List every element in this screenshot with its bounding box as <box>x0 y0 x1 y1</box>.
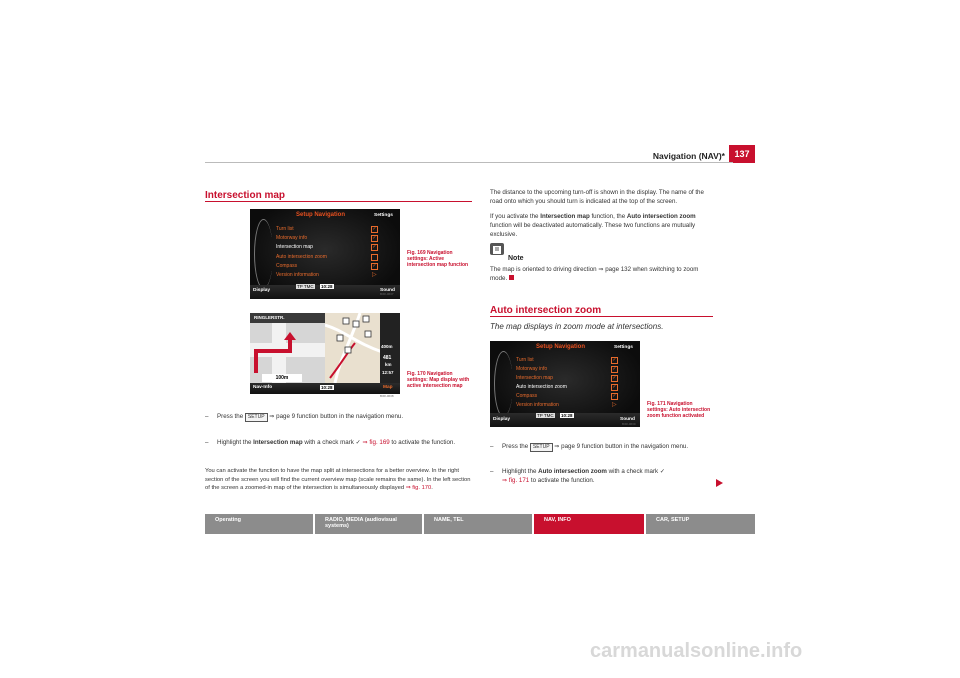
figure-170-caption: Fig. 170 Navigation settings: Map display with active intersection map <box>407 371 470 389</box>
checkbox-icon: ✓ <box>372 263 377 269</box>
checkbox-icon: ✓ <box>612 366 617 372</box>
figure-171-caption: Fig. 171 Navigation settings: Auto intersection zoom function activated <box>647 401 711 419</box>
footer-tab-operating[interactable]: Operating <box>205 514 313 534</box>
screen-title: Setup Navigation <box>296 212 346 218</box>
menu-item: Turn list <box>516 357 534 363</box>
figure-169-caption: Fig. 169 Navigation settings: Active intersection map function <box>407 250 469 268</box>
body-paragraph: You can activate the function to have the map split at intersections for a better overview. In the right section of the screen you will find the current overview map (scale remains the same). In the left section of the screen a zoomed-in map of the intersection is simultaneously displayed ⇒ fig. 170. <box>205 468 471 491</box>
footer-tab-nav-info[interactable]: NAV, INFO <box>534 514 644 534</box>
step-highlight-intersection-map: – Highlight the Intersection map with a check mark ✓ ⇒ fig. 169 to activate the function. <box>205 439 456 446</box>
heading-rule <box>205 201 472 202</box>
screen-nav-info-label: Nav-Info <box>253 385 273 390</box>
screen-sound-label: Sound <box>380 288 395 293</box>
checkbox-icon: ✓ <box>612 375 617 381</box>
checkbox-icon <box>371 254 378 261</box>
distance-paragraph: The distance to the upcoming turn-off is shown in the display. The name of the road onto which you should turn is indicated at the top of the screen. <box>490 189 704 205</box>
header-rule <box>205 162 733 163</box>
menu-item: Compass <box>516 393 538 399</box>
figure-code: B3R-0639 <box>622 422 636 426</box>
page-number: 137 <box>729 145 755 163</box>
figure-171-screen <box>490 341 640 427</box>
heading-rule <box>490 316 713 317</box>
scroll-arc <box>494 351 513 417</box>
checkbox-icon: ✓ <box>612 357 617 363</box>
screen-sound-label: Sound <box>620 417 635 422</box>
menu-item: Version information <box>516 402 559 408</box>
continue-arrow-icon <box>714 478 724 488</box>
figure-code: B3R-0637 <box>380 292 394 296</box>
scale-indicator: 100m <box>262 374 302 382</box>
screen-display-label: Display <box>493 417 511 422</box>
figure-code: B3R-0638 <box>380 394 394 398</box>
clock: 10:28 <box>321 385 333 390</box>
screen-settings-label: Settings <box>374 213 393 218</box>
checkbox-icon: ✓ <box>612 384 617 390</box>
footer-tab-car-setup[interactable]: CAR, SETUP <box>646 514 755 534</box>
tmc-status: TP TMC <box>297 284 314 289</box>
clock: 10:28 <box>561 413 573 418</box>
tmc-status: TP TMC <box>537 413 554 418</box>
checkbox-icon: ✓ <box>372 235 377 241</box>
menu-item: Motorway info <box>516 366 548 372</box>
running-header-title: Navigation (NAV)* <box>652 151 725 161</box>
checkbox-icon: ✓ <box>372 226 377 232</box>
menu-item-selected: Intersection map <box>276 244 313 250</box>
note-icon <box>490 243 504 255</box>
footer-tab-radio-media[interactable]: RADIO, MEDIA (audiovisual systems) <box>315 514 422 534</box>
section-heading-intersection-map: Intersection map <box>205 190 286 201</box>
exclusive-paragraph: If you activate the Intersection map function, the Auto intersection zoom function will be deactivated automatically. These two functions are mutually exclusive. <box>490 213 696 238</box>
step-highlight-auto-intersection-zoom: – Highlight the Auto intersection zoom with a check mark ✓ ⇒ fig. 171 to activate the function. <box>490 468 666 484</box>
fig-171-link[interactable]: ⇒ fig. 171 <box>502 477 530 484</box>
clock: 10:28 <box>321 284 333 289</box>
end-marker-icon <box>509 275 514 280</box>
section-heading-auto-intersection-zoom: Auto intersection zoom <box>490 305 602 316</box>
arrow-right-icon: ▷ <box>612 402 617 408</box>
screen-title: Setup Navigation <box>536 344 586 350</box>
screen-settings-label: Settings <box>614 345 633 350</box>
step-press-setup: – Press the SETUP ⇒ page 9 function button in the navigation menu. <box>490 443 689 450</box>
menu-item: Intersection map <box>516 375 553 381</box>
note-text: The map is oriented to driving direction ⇒ page 132 when switching to zoom mode. <box>490 266 699 282</box>
figure-169-screen <box>250 209 400 299</box>
arrival-time: 12:57 <box>382 370 394 375</box>
checkbox-icon: ✓ <box>612 393 617 399</box>
footer-tab-name-tel[interactable]: NAME, TEL <box>424 514 532 534</box>
distance-value: 481 <box>383 355 392 361</box>
street-name: RINGLERSTR. <box>254 315 285 320</box>
screen-map-label: Map <box>383 385 393 390</box>
menu-item: Turn list <box>276 226 294 232</box>
setup-key: SETUP <box>530 443 553 452</box>
turn-arrow-icon <box>250 313 325 383</box>
fig-170-link[interactable]: ⇒ fig. 170 <box>405 485 432 491</box>
checkbox-icon: ✓ <box>372 244 377 250</box>
scroll-arc <box>254 219 273 289</box>
step-press-setup: – Press the SETUP ⇒ page 9 function button in the navigation menu. <box>205 413 404 420</box>
fig-169-link[interactable]: ⇒ fig. 169 <box>362 439 390 446</box>
menu-item: Auto intersection zoom <box>276 254 327 260</box>
distance-unit: km <box>385 362 392 367</box>
note-title: Note <box>508 255 524 262</box>
section-subtitle: The map displays in zoom mode at intersections. <box>490 322 664 331</box>
figure-170-screen <box>250 313 400 394</box>
watermark: carmanualsonline.info <box>590 640 803 662</box>
setup-key: SETUP <box>245 413 268 422</box>
menu-item-selected: Auto intersection zoom <box>516 384 567 390</box>
arrow-right-icon: ▷ <box>372 272 377 278</box>
menu-item: Version information <box>276 272 319 278</box>
menu-item: Motorway info <box>276 235 308 241</box>
menu-item: Compass <box>276 263 298 269</box>
zoom-level: 400m <box>381 344 393 349</box>
screen-display-label: Display <box>253 288 271 293</box>
